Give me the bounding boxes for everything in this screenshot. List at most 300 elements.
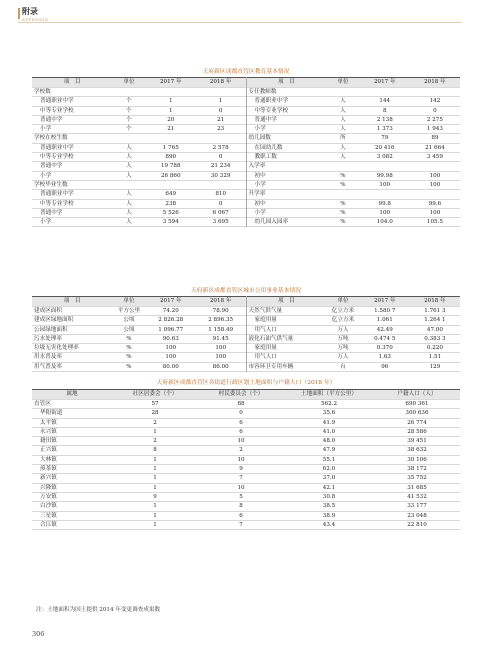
table-cell: 普通职业中学 — [40, 98, 74, 105]
table-cell: 86.00 — [196, 362, 246, 371]
table-cell: 直管区 — [34, 401, 51, 407]
column-header: 属地 — [32, 390, 112, 400]
table-row — [32, 465, 460, 474]
table-cell: 普通中学 — [40, 116, 63, 123]
column-header: 村民委员会（个） — [198, 390, 284, 400]
table-cell: 白沙镇 — [40, 503, 57, 510]
table-cell: 小学 — [40, 126, 52, 133]
table-cell: 1 — [196, 97, 246, 106]
table-cell: 562.2 — [320, 401, 337, 407]
table-cell: 人 — [126, 154, 132, 161]
table-cell: 专任教师数 — [248, 89, 277, 95]
table-row — [32, 88, 460, 97]
table-cell: 1 — [153, 475, 157, 482]
table-cell: 建成区绿地面积 — [34, 317, 74, 324]
table-cell: 5 526 — [162, 209, 179, 216]
page-number: 306 — [32, 630, 45, 638]
table-cell: 26 860 — [160, 172, 181, 179]
table-cell: 100 — [165, 345, 177, 352]
table-cell: % — [340, 209, 346, 216]
table-cell: 1.51 — [428, 354, 442, 361]
table-cell: 1 — [153, 521, 157, 528]
table-cell: 2 — [153, 419, 157, 426]
table-cell: 129 — [429, 363, 441, 370]
table-cell: 普通中学 — [40, 209, 63, 216]
table-cell: 1 943 — [426, 126, 443, 133]
table-cell: 55.1 — [322, 456, 336, 463]
table-cell: 幼儿园入园率 — [254, 219, 289, 226]
table-cell: 1.264 1 — [424, 317, 446, 324]
table-cell — [196, 134, 246, 143]
table-row — [32, 218, 460, 227]
table-cell: 80.00 — [162, 363, 179, 370]
table-row — [32, 483, 460, 492]
table-cell: 学校数 — [34, 89, 51, 95]
column-header: 土地面积（平方公里） — [284, 390, 374, 400]
table-cell: 在园幼儿数 — [254, 144, 283, 151]
table-cell: 2 — [153, 438, 157, 445]
table-cell: 78.90 — [196, 307, 246, 316]
table-row — [32, 418, 460, 427]
table-cell: 1.061 — [376, 317, 393, 324]
table-cell: 100 — [379, 181, 391, 188]
table-cell: 0 — [196, 153, 246, 162]
table-cell: 47.9 — [322, 447, 336, 454]
table-cell — [146, 134, 196, 143]
table-cell — [196, 88, 246, 97]
header-subtitle: APPENDIX — [22, 17, 49, 22]
table-cell — [326, 88, 359, 97]
table-cell: 100 — [429, 172, 441, 179]
table-cell: 0 — [196, 199, 246, 208]
table-cell: 890 — [165, 154, 177, 161]
table-cell: 99.98 — [376, 172, 393, 179]
table-cell: 38.5 — [322, 503, 336, 510]
table-cell: 31 685 — [407, 484, 427, 491]
table-cell — [146, 88, 196, 97]
table-row — [32, 520, 460, 529]
footnote: 注：土地面积为国土提供 2014 年变更调查成果数 — [36, 607, 161, 613]
table-cell: 3 695 — [196, 218, 246, 227]
table-cell: 人 — [126, 219, 132, 226]
table-cell: % — [126, 345, 132, 352]
table-cell — [410, 88, 460, 97]
table-row — [32, 474, 460, 483]
table-cell: 1 — [153, 503, 157, 510]
table-cell: 小学 — [254, 209, 266, 216]
table-cell: 6 067 — [196, 208, 246, 217]
table-cell: 8 — [239, 503, 243, 510]
table-cell: 人 — [340, 107, 346, 114]
table-row — [32, 125, 460, 134]
table-cell: 人 — [340, 126, 346, 133]
table-row — [32, 143, 460, 152]
table-row — [32, 334, 460, 343]
table-cell: 小学 — [40, 219, 52, 226]
table-cell: 100 — [379, 209, 391, 216]
table-cell: % — [126, 363, 132, 370]
table-cell: 2 275 — [426, 116, 443, 123]
table-cell: 中等专业学校 — [40, 154, 74, 161]
table-cell: 88 — [237, 401, 245, 407]
table-cell: 初中 — [254, 200, 266, 207]
column-header: 2018 年 — [196, 297, 246, 307]
table-cell: 升学率 — [248, 191, 266, 198]
table-cell: 个 — [126, 98, 132, 105]
table-cell: 天然气供气量 — [248, 308, 283, 314]
table-row — [32, 153, 460, 162]
table-cell: 液化石油气供气量 — [248, 335, 294, 342]
table-cell: 37.0 — [322, 475, 336, 482]
table-cell: 学校在校生数 — [34, 135, 68, 142]
table-cell: 人 — [126, 191, 132, 198]
table-cell: 1 373 — [376, 126, 393, 133]
column-header: 2017 年 — [146, 297, 196, 307]
table-cell: 小学 — [40, 172, 52, 179]
table-cell: 57 — [151, 401, 159, 407]
table-cell: 142 — [429, 98, 441, 105]
table-cell: 30.8 — [322, 493, 336, 500]
table-row — [32, 455, 460, 464]
table-cell: 8 — [153, 447, 157, 454]
table-cell: 41.9 — [322, 419, 336, 426]
table-row — [32, 307, 460, 316]
table-cell: 100 — [429, 181, 441, 188]
table-row — [32, 409, 460, 418]
table-cell: 690 361 — [405, 401, 429, 407]
table-cell: 30 329 — [196, 171, 246, 180]
table-cell: 238 — [165, 200, 177, 207]
table-cell: 万吨 — [337, 335, 349, 342]
table-cell: 3 594 — [162, 219, 179, 226]
table-cell: 初中 — [254, 172, 266, 179]
utilities-table — [32, 296, 460, 372]
table-cell: 中等专业学校 — [40, 200, 74, 207]
table-cell: 个 — [126, 126, 132, 133]
table-cell: 万人 — [337, 354, 349, 361]
table-cell: 47.00 — [426, 326, 443, 333]
column-header: 社区居委会（个） — [112, 390, 198, 400]
table-cell: 煎茶镇 — [40, 466, 57, 473]
table-cell: 公园绿地面积 — [34, 326, 68, 333]
education-table-caption: 天府新区成都直管区教育基本情况 — [202, 69, 290, 75]
table-cell — [112, 134, 145, 143]
table-cell: 2 138 — [376, 116, 393, 123]
column-header: 2017 年 — [360, 297, 410, 307]
table-row — [32, 208, 460, 217]
table-cell: 8 — [382, 107, 387, 114]
table-cell: 普通职业中学 — [40, 144, 74, 151]
table-row — [32, 492, 460, 501]
table-cell — [410, 190, 460, 199]
table-cell: 1 — [168, 107, 173, 114]
table-cell: 105.5 — [426, 219, 443, 226]
column-header: 项 目 — [32, 297, 112, 307]
table-cell: 市容环卫专用车辆 — [248, 363, 294, 370]
table-cell: 所 — [340, 135, 346, 142]
table-cell: 41.0 — [322, 428, 336, 435]
table-cell: 810 — [196, 190, 246, 199]
table-cell: 小学 — [254, 126, 266, 133]
table-row — [32, 427, 460, 436]
table-cell: 99.8 — [378, 200, 391, 207]
table-cell: 2 578 — [196, 143, 246, 152]
column-header: 2018 年 — [196, 78, 246, 88]
table-cell: 1.580 7 — [374, 308, 396, 314]
education-table — [32, 77, 460, 227]
table-row — [32, 446, 460, 455]
table-cell: 个 — [126, 116, 132, 123]
table-cell: 21 — [196, 115, 246, 124]
table-cell: % — [340, 200, 346, 207]
table-cell: 20 416 — [374, 144, 395, 151]
table-cell: 100 — [196, 344, 246, 353]
table-cell: 2 — [239, 447, 243, 454]
table-cell: 10 — [237, 484, 245, 491]
table-cell: 1 765 — [162, 144, 179, 151]
table-cell: 家庭用量 — [254, 345, 277, 352]
table-cell: 30 106 — [407, 456, 427, 463]
column-header: 户籍人口（人） — [374, 390, 460, 400]
table-cell: 人 — [340, 154, 346, 161]
table-cell: 太平镇 — [40, 419, 57, 426]
table-cell: 普通中学 — [254, 116, 277, 123]
table-cell: 21 234 — [196, 162, 246, 171]
table-cell: % — [340, 181, 346, 188]
table-cell: 人 — [340, 116, 346, 123]
table-cell: 1 096.77 — [158, 326, 184, 333]
table-cell: 89 — [431, 135, 439, 142]
table-row — [32, 180, 460, 189]
table-cell: 1 — [153, 456, 157, 463]
table-cell: 华阳街道 — [40, 410, 63, 417]
table-cell: 0.474 5 — [374, 335, 396, 342]
table-cell: 0.370 — [376, 345, 393, 352]
table-cell: 0 — [196, 106, 246, 115]
table-cell: 万人 — [337, 326, 349, 333]
column-header: 2017 年 — [146, 78, 196, 88]
table-cell: 普通职业中学 — [254, 98, 289, 105]
table-cell: 个 — [126, 107, 132, 114]
table-cell: 平方公里 — [117, 308, 141, 314]
table-cell: % — [126, 335, 132, 342]
column-header: 项 目 — [246, 297, 326, 307]
table-cell: 垃圾无害化处理率 — [34, 345, 79, 352]
column-header: 单位 — [326, 297, 359, 307]
table-cell: 99.6 — [428, 200, 442, 207]
table-cell — [360, 162, 410, 171]
table-cell: 74.20 — [162, 308, 179, 314]
table-cell: 3 459 — [426, 154, 443, 161]
table-cell — [196, 180, 246, 189]
table-cell — [112, 88, 145, 97]
table-cell: 新兴镇 — [40, 475, 57, 482]
column-header: 2018 年 — [410, 297, 460, 307]
table-cell: 5 — [239, 493, 243, 500]
table-cell: 43.4 — [322, 521, 336, 528]
utilities-table-caption: 天府新区成都直管区城市公用事业基本情况 — [190, 288, 302, 294]
table-cell: 用气普及率 — [34, 363, 62, 370]
table-cell: 38 172 — [407, 466, 427, 473]
table-cell: 38 632 — [407, 447, 427, 454]
table-cell: 建成区面积 — [34, 308, 62, 314]
table-cell: 144 — [379, 98, 391, 105]
table-cell: 7 — [239, 521, 243, 528]
table-cell: 10 — [237, 438, 245, 445]
table-cell: 人 — [126, 144, 132, 151]
table-cell: 9 — [239, 466, 243, 473]
table-cell: 小学 — [254, 181, 266, 188]
table-cell: 19 788 — [160, 163, 181, 170]
table-cell: 39 451 — [407, 438, 427, 445]
table-row — [32, 400, 460, 409]
table-cell: 649 — [165, 191, 177, 198]
table-cell: 0.383 3 — [424, 335, 446, 342]
table-row — [32, 162, 460, 171]
table-cell: 普通职业中学 — [40, 191, 74, 198]
column-header: 2017 年 — [360, 78, 410, 88]
table-cell: 62.0 — [322, 466, 336, 473]
table-header-row — [32, 297, 460, 307]
table-cell: 大林镇 — [40, 456, 57, 463]
land-table-caption: 天府新区成都直管区各街道行政区划土地面积与户籍人口（2018 年） — [156, 380, 336, 386]
table-cell: 22 810 — [407, 521, 427, 528]
table-cell: 兴隆镇 — [40, 484, 57, 491]
column-header: 项 目 — [32, 78, 112, 88]
table-cell: 3 082 — [376, 154, 393, 161]
table-cell: 6 — [239, 419, 243, 426]
table-cell: % — [340, 219, 346, 226]
table-cell: 28 — [151, 410, 159, 417]
table-row — [32, 325, 460, 334]
table-cell: 幼儿园数 — [248, 135, 271, 142]
table-cell: 90.63 — [162, 335, 179, 342]
table-cell — [360, 88, 410, 97]
table-cell: 三星镇 — [40, 512, 57, 519]
table-cell: 万吨 — [337, 345, 349, 352]
table-row — [32, 97, 460, 106]
table-cell: 35.6 — [322, 410, 336, 417]
table-cell: 91.45 — [196, 334, 246, 343]
table-row — [32, 502, 460, 511]
table-cell: 20 — [167, 116, 175, 123]
table-cell: 人 — [340, 144, 346, 151]
table-row — [32, 362, 460, 371]
column-header: 单位 — [112, 297, 145, 307]
table-row — [32, 353, 460, 362]
column-header: 项 目 — [246, 78, 326, 88]
table-row — [32, 115, 460, 124]
table-cell: 台 — [340, 363, 346, 370]
table-cell: 9 — [153, 493, 157, 500]
table-cell: 中等专业学校 — [254, 107, 289, 114]
table-cell: 42.1 — [322, 484, 336, 491]
table-cell: 100 — [196, 353, 246, 362]
table-cell: 104.0 — [376, 219, 393, 226]
land-population-table — [32, 389, 460, 530]
table-cell: 28 586 — [407, 428, 427, 435]
table-cell: 0 — [433, 107, 437, 114]
table-cell: 7 — [239, 475, 243, 482]
table-cell: 6 — [239, 428, 243, 435]
table-cell: 100 — [429, 209, 441, 216]
table-cell: 23 048 — [407, 512, 427, 519]
table-cell: 1 — [168, 98, 173, 105]
table-cell: 用气人口 — [254, 354, 277, 361]
table-cell: 6 — [239, 512, 243, 519]
table-cell: 永兴镇 — [40, 428, 57, 435]
table-cell — [146, 180, 196, 189]
table-cell: 41 532 — [407, 493, 427, 500]
table-cell — [112, 180, 145, 189]
table-cell: 33 177 — [407, 503, 427, 510]
table-cell: 100 — [165, 354, 177, 361]
table-cell: 万安镇 — [40, 493, 57, 500]
table-cell: 人 — [126, 209, 132, 216]
table-cell: 42.49 — [376, 326, 393, 333]
table-cell: % — [126, 354, 132, 361]
table-cell: 中等专业学校 — [40, 107, 74, 114]
table-row — [32, 171, 460, 180]
table-cell: 家庭用量 — [254, 317, 277, 324]
table-row — [32, 511, 460, 520]
column-header: 单位 — [326, 78, 359, 88]
table-cell: 用水普及率 — [34, 354, 62, 361]
table-cell — [326, 162, 359, 171]
table-cell: 1.63 — [378, 354, 391, 361]
table-cell — [410, 162, 460, 171]
table-cell: 1 — [153, 428, 157, 435]
table-row — [32, 190, 460, 199]
header-title: 附录 — [22, 6, 38, 16]
table-header-row — [32, 78, 460, 88]
table-cell: 入学率 — [248, 163, 266, 170]
table-cell: 48.0 — [322, 438, 336, 445]
table-cell: 污水处理率 — [34, 335, 62, 342]
table-cell: 2 826.28 — [158, 317, 184, 324]
table-cell: 人 — [340, 98, 346, 105]
table-cell: 35 752 — [407, 475, 427, 482]
table-cell: 2 896.35 — [196, 316, 246, 325]
table-cell: 学校毕业生数 — [34, 181, 68, 188]
header-accent-bar — [18, 8, 20, 19]
table-cell: 23 — [196, 125, 246, 134]
table-cell: 1 — [153, 512, 157, 519]
table-cell: 正兴镇 — [40, 447, 57, 454]
table-cell: 1 — [153, 466, 157, 473]
table-cell: 亿立方米 — [331, 317, 355, 324]
table-cell: % — [340, 172, 346, 179]
table-cell: 0 — [239, 410, 243, 417]
table-cell: 教职工数 — [254, 154, 277, 161]
table-cell: 普通中学 — [40, 163, 63, 170]
table-cell: 人 — [126, 163, 132, 170]
table-cell: 人 — [126, 172, 132, 179]
table-cell: 300 636 — [405, 410, 429, 417]
table-header-row — [32, 390, 460, 400]
table-row — [32, 106, 460, 115]
table-cell: 79 — [381, 135, 389, 142]
table-cell: 21 664 — [425, 144, 445, 151]
header-divider — [18, 22, 462, 23]
table-cell: 1.761 3 — [424, 308, 446, 314]
table-row — [32, 437, 460, 446]
table-cell: 96 — [381, 363, 389, 370]
table-cell: 公顷 — [123, 317, 135, 324]
column-header: 单位 — [112, 78, 145, 88]
table-row — [32, 199, 460, 208]
table-cell: 用气人口 — [254, 326, 277, 333]
